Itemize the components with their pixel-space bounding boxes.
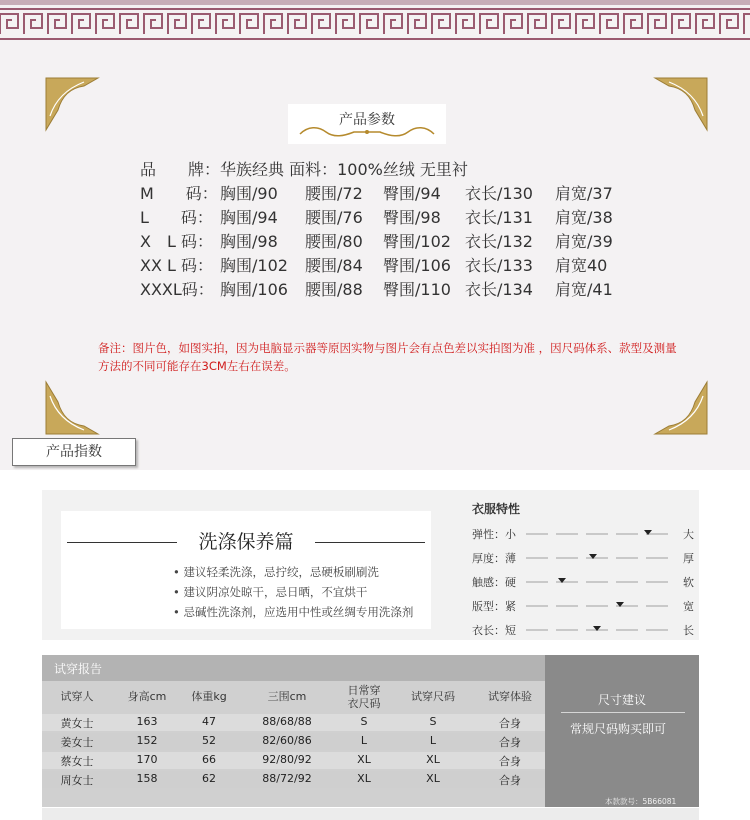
feature-level-marker [593, 626, 601, 631]
report-header [42, 655, 545, 681]
report-column-header: 体重kg [191, 690, 227, 703]
size-size: X L 码： [140, 232, 213, 251]
size-length: 衣长/134 [465, 280, 533, 299]
table-cell: S [360, 715, 368, 728]
feature-label: 版型：紧 [472, 600, 516, 613]
size-chest: 胸围/90 [220, 184, 278, 203]
brand-value: 华族经典 面料：100%丝绒 无里衬 [220, 160, 468, 179]
table-cell: 158 [136, 772, 158, 785]
table-cell: 163 [136, 715, 158, 728]
table-cell: XL [426, 772, 440, 785]
care-item: • 建议阴凉处晾干，忌日晒，不宜烘干 [173, 585, 368, 599]
report-title: 试穿报告 [54, 662, 103, 676]
size-chest: 胸围/98 [220, 232, 278, 251]
feature-scale-dash [586, 605, 608, 607]
size-size: M 码： [140, 184, 218, 203]
care-item: • 忌碱性洗涤剂，应选用中性或丝绸专用洗涤剂 [173, 605, 414, 619]
feature-scale-dash [616, 533, 638, 535]
size-waist: 腰围/84 [305, 256, 363, 275]
size-shoulder: 肩宽/38 [555, 208, 613, 227]
size-shoulder: 肩宽/37 [555, 184, 613, 203]
feature-scale-dash [526, 605, 548, 607]
table-cell: 62 [202, 772, 216, 785]
fret-border-decoration [0, 0, 750, 48]
table-cell: L [360, 734, 368, 747]
table-cell: S [429, 715, 437, 728]
table-cell: 黄女士 [60, 717, 94, 730]
feature-scale-dash [646, 605, 668, 607]
feature-scale-dash [646, 557, 668, 559]
size-hip: 臀围/94 [383, 184, 441, 203]
table-cell: 蔡女士 [60, 755, 94, 768]
report-column-header: 试穿尺码 [411, 690, 455, 703]
feature-scale-dash [586, 581, 608, 583]
section-title-box [288, 104, 446, 144]
report-column-header: 三围cm [267, 690, 307, 703]
table-cell: 合身 [499, 736, 521, 749]
feature-scale-dash [526, 581, 548, 583]
size-advice-divider [561, 712, 685, 713]
feature-row [472, 550, 694, 566]
feature-level-marker [589, 554, 597, 559]
feature-row [472, 622, 694, 638]
size-shoulder: 肩宽/39 [555, 232, 613, 251]
size-advice-title: 尺寸建议 [597, 693, 646, 707]
feature-scale-dash [586, 533, 608, 535]
size-waist: 腰围/76 [305, 208, 363, 227]
disclaimer-note: 备注：图片色，如图实拍，因为电脑显示器等原因实物与图片会有点色差以实拍图为准 ，因尺码体系、款型及测量方法的不同可能存在3CM左右在误差。 [98, 341, 677, 373]
feature-label: 厚度：薄 [472, 552, 516, 565]
size-waist: 腰围/72 [305, 184, 363, 203]
features-title: 衣服特性 [472, 502, 521, 516]
report-column-header: 日常穿 衣尺码 [347, 684, 381, 710]
table-cell: 47 [202, 715, 216, 728]
size-hip: 臀围/110 [383, 280, 451, 299]
feature-scale-dash [556, 533, 578, 535]
size-hip: 臀围/98 [383, 208, 441, 227]
feature-row [472, 574, 694, 590]
table-cell: 合身 [499, 717, 521, 730]
feature-label: 衣长：短 [472, 624, 516, 637]
corner-ornament-top-left [40, 72, 110, 134]
size-length: 衣长/131 [465, 208, 533, 227]
size-advice-value: 常规尺码购买即可 [570, 722, 667, 736]
size-chest: 胸围/94 [220, 208, 278, 227]
table-cell: 88/72/92 [262, 772, 312, 785]
size-size: L 码： [140, 208, 213, 227]
table-cell: 合身 [499, 774, 521, 787]
table-cell: 152 [136, 734, 158, 747]
feature-scale-dash [646, 581, 668, 583]
care-rule-right [315, 542, 425, 543]
table-cell: 82/60/86 [262, 734, 312, 747]
table-cell: 170 [136, 753, 158, 766]
size-chest: 胸围/106 [220, 280, 288, 299]
table-cell: XL [426, 753, 440, 766]
feature-label: 触感：硬 [472, 576, 516, 589]
report-column-header: 试穿体验 [488, 690, 532, 703]
size-shoulder: 肩宽40 [555, 256, 608, 275]
feature-scale-dash [616, 629, 638, 631]
size-chest: 胸围/102 [220, 256, 288, 275]
report-column-header: 试穿人 [60, 690, 94, 703]
feature-scale-dash [556, 605, 578, 607]
feature-scale-dash [526, 557, 548, 559]
care-title: 洗涤保养篇 [198, 531, 294, 553]
bottom-strip [42, 808, 699, 820]
feature-right-label: 大 [683, 528, 694, 541]
feature-right-label: 宽 [683, 600, 694, 613]
corner-ornament-bottom-left [40, 378, 110, 440]
table-cell: 52 [202, 734, 216, 747]
feature-right-label: 软 [683, 576, 694, 589]
feature-row [472, 526, 694, 542]
product-code: 本款款号：5B66081 [605, 797, 677, 806]
feature-scale-dash [616, 557, 638, 559]
size-hip: 臀围/106 [383, 256, 451, 275]
feature-right-label: 长 [683, 624, 694, 637]
feature-scale-dash [616, 581, 638, 583]
table-cell: XL [357, 753, 371, 766]
feature-scale-dash [526, 533, 548, 535]
table-cell: XL [357, 772, 371, 785]
scroll-ornament [296, 124, 438, 140]
feature-scale-dash [646, 629, 668, 631]
product-index-label: 产品指数 [46, 444, 102, 460]
table-cell: L [429, 734, 437, 747]
size-length: 衣长/132 [465, 232, 533, 251]
care-box [61, 511, 431, 629]
corner-ornament-top-right [643, 72, 713, 134]
feature-right-label: 厚 [683, 552, 694, 565]
feature-scale-dash [556, 629, 578, 631]
table-cell: 姜女士 [60, 736, 94, 749]
table-cell: 66 [202, 753, 216, 766]
brand-label: 品 牌： [140, 160, 221, 179]
table-cell: 92/80/92 [262, 753, 312, 766]
table-cell: 88/68/88 [262, 715, 312, 728]
size-size: XXXL码： [140, 280, 214, 299]
product-index-tab [12, 438, 136, 466]
size-size: XX L 码： [140, 256, 214, 275]
feature-row [472, 598, 694, 614]
section-title: 产品参数 [339, 112, 395, 128]
feature-level-marker [644, 530, 652, 535]
size-waist: 腰围/88 [305, 280, 363, 299]
table-cell: 合身 [499, 755, 521, 768]
care-item: • 建议轻柔洗涤，忌拧绞，忌硬板刷刷洗 [173, 565, 379, 579]
size-waist: 腰围/80 [305, 232, 363, 251]
feature-label: 弹性：小 [472, 528, 516, 541]
size-shoulder: 肩宽/41 [555, 280, 613, 299]
feature-level-marker [558, 578, 566, 583]
size-hip: 臀围/102 [383, 232, 451, 251]
size-advice-panel [545, 655, 699, 807]
size-length: 衣长/133 [465, 256, 533, 275]
report-column-header: 身高cm [127, 690, 167, 703]
feature-scale-dash [526, 629, 548, 631]
feature-level-marker [616, 602, 624, 607]
size-length: 衣长/130 [465, 184, 533, 203]
corner-ornament-bottom-right [643, 378, 713, 440]
feature-scale-dash [556, 557, 578, 559]
table-cell: 周女士 [60, 774, 94, 787]
